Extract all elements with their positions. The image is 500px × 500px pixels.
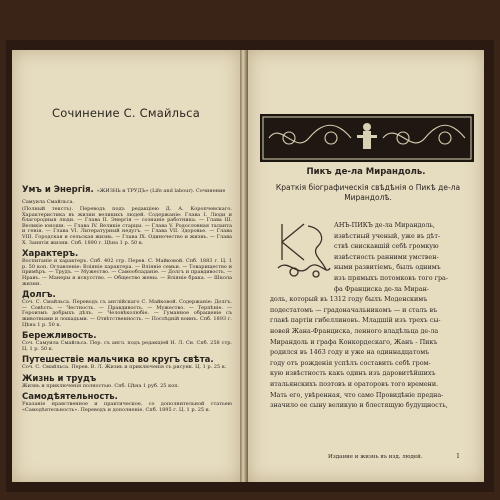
page-title: Сочинение С. Смайльса — [52, 106, 200, 120]
chapter-subtitle: Краткія біографическія свѣдѣнія о Пикѣ де-ла Мирандолѣ. — [275, 183, 461, 202]
text-line: Мирандоль и графа Конкордескаго, Жанъ - Пикъ — [270, 337, 438, 346]
list-item — [22, 331, 232, 352]
text-line: извѣстный ученый, уже въ дѣт- — [334, 231, 441, 240]
left-page — [12, 50, 241, 482]
entry-text: Соч. С. Смайльса. Перев. В. Л. Жизнь и приключенія съ рисунк. Ц. 1 р. 25 к. — [22, 364, 227, 371]
text-line: подестатомъ — градоначальникомъ — и сталъ въ — [270, 305, 438, 314]
list-item — [22, 392, 232, 413]
list-item — [22, 355, 232, 371]
entry-heading: Путешествіе мальчика во кругъ свѣта. — [22, 355, 214, 366]
text-line: ными развитіемъ, былъ однимъ — [334, 263, 441, 272]
right-page — [248, 50, 484, 482]
text-line: родился въ 1463 году и уже на одиннадцатомъ — [270, 348, 430, 357]
entry-heading: Бережливость. — [22, 331, 97, 342]
entry-text: (Полный текстъ). Переводъ подъ редакціею Д. А. Коропчевскаго. Характеристика въ жизни великихъ людей. Содержаніе: Глава I. Люди и благородныя люди. — Глава II. Энергія — сознаніе работника. — Глава III. Великіе юноши. — Глава IV. Великіе старцы. — Глава V. Родословная таланта и генія. — Глава VI. Литературный недугъ. — Глава VII. Здоровье. — Глава VIII. Городская и сельская жизнь. — Глава IX. Одиночество и жизнь. — Глава X. Занятія жизни. Спб. 1890 г. Цѣна 1 р. 50 к. — [22, 206, 232, 246]
entry-heading: Долгъ. — [22, 290, 56, 301]
ornamental-headpiece-icon — [260, 114, 474, 162]
text-line: изъ прямыхъ потомковъ того гра- — [334, 273, 448, 282]
entry-heading: Жизнь и трудъ — [22, 373, 97, 384]
text-line: году отъ рожденія успѣлъ составить себѣ гром- — [270, 358, 431, 367]
list-item — [22, 185, 232, 246]
text-line: ствѣ снискавшій себѣ громкую — [334, 242, 439, 251]
entry-text: Жизнь и приключенія полностью. Спб. Цѣна 1 руб. 25 коп. — [22, 382, 180, 389]
text-line: главѣ партіи гибеллиновъ. Младшій изъ трехъ сы- — [270, 316, 441, 325]
page-number: 1 — [456, 453, 460, 460]
list-item — [22, 290, 232, 328]
book-spine — [240, 50, 248, 482]
chapter-title: Пикъ де-ла Мирандоль. — [306, 167, 426, 177]
entry-heading: Характеръ. — [22, 249, 79, 260]
text-line: извѣстность ранними умствен- — [334, 252, 439, 261]
body-paragraph — [270, 220, 470, 411]
text-line: итальянскихъ поэтовъ и ораторовъ того времени. — [270, 379, 439, 388]
text-line: значило ее сыну великую и блестящую будущность, — [270, 401, 448, 410]
text-line: АНЪ-ПИКЪ де-ла Мирандоль, — [334, 221, 435, 229]
text-line: доль, который въ 1312 году былъ Моденскимъ — [270, 295, 428, 304]
book-list — [22, 185, 232, 417]
text-line: новей Жана-Франциска, ленного владѣльца де-ла — [270, 326, 439, 335]
entry-text: Соч. Самуила Смайльса. Пер. съ англ. подъ редакціей Н. Л. Сн. Спб. 258 стр. Ц. 1 р. 50 к. — [22, 340, 232, 352]
list-item — [22, 374, 232, 390]
text-line: фа Франциска де-ла Миран- — [334, 284, 429, 293]
entry-heading: Умъ и Энергія. — [22, 185, 94, 195]
text-line: кую извѣстность какъ одинъ изъ даровитѣйшихъ — [270, 369, 436, 378]
entry-text: Соч. С. Смайльса. Переводъ съ англійскаго С. Майковой. Содержаніе: Долгъ. — Совѣсть. — Честность. — Правдивость. — Мужество. — Терпѣніе. — Героизмъ добрыхъ дѣлъ. — Человѣколюбіе. — Гуманное обращеніе съ животными и лошадьми. — Отвѣтственность. — Послѣдній воинъ. Спб. 1893 г. Цѣна 1 р. 50 к. — [22, 299, 232, 328]
list-item — [22, 249, 232, 287]
entry-text: Воспитаніе и характеръ. Спб. 402 стр. Перев. С. Майковой. Спб. 1883 г. Ц. 1 р. 50 коп. Оглавленіе: Вліяніе характера. — Вліяніе семьи. — Товарищество и примѣръ. — Трудъ. — Мужество. — Самообладаніе. — Долгъ и правдивость. — Нравъ. — Манеры и искусство. — Общество жены. — Вліяніе брака. — Школа жизни. — [22, 258, 232, 287]
entry-heading: Самодѣятельность. — [22, 392, 118, 403]
footer-note: Издание и жизнь въ изд. людей. — [328, 454, 423, 460]
entry-subheading: «ЖИЗНЬ и ТРУДЪ» (Life and labour). Сочинение Самуила Смайльса. — [22, 188, 226, 205]
entry-text: Указаніе нравственное и практическое, со дополнительной статьею «Самодѣятельность». Переводъ и дополненіе. Спб. 1895 г. Ц. 1 р. 25 к. — [22, 401, 232, 414]
text-line: Мать его, увѣренная, что само Провидѣніе предна- — [270, 390, 444, 399]
